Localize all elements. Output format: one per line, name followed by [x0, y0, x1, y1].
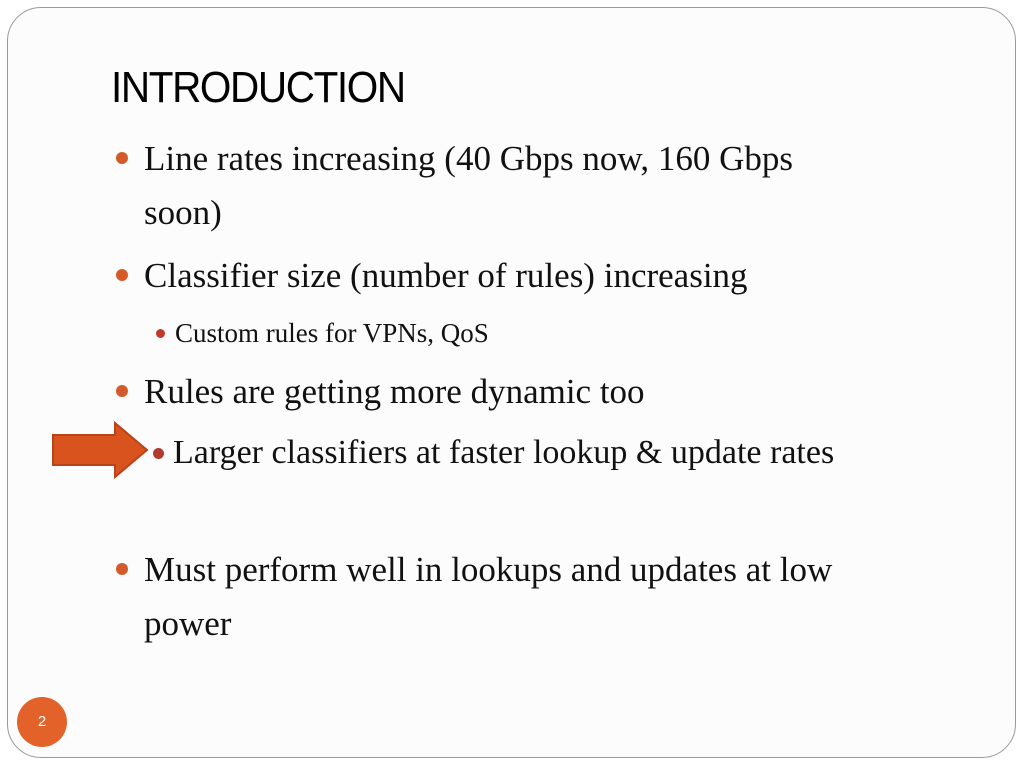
sub-bullet-text: Custom rules for VPNs, QoS [175, 318, 489, 348]
bullet-text-line: power [144, 604, 232, 643]
sub-bullet-item-larger-classifiers [173, 433, 834, 473]
bullet-item-classifier-size [144, 249, 748, 303]
bullet-dot-icon [116, 385, 128, 397]
slide-title: INTRODUCTION [111, 63, 405, 112]
bullet-text: Rules are getting more dynamic too [144, 372, 645, 411]
bullet-item-dynamic-rules [144, 365, 645, 419]
bullet-dot-icon [116, 269, 128, 281]
bullet-item-low-power [144, 543, 832, 651]
bullet-text-line: soon) [144, 193, 222, 232]
sub-bullet-text: Larger classifiers at faster lookup & update rates [173, 434, 835, 471]
bullet-dot-icon [116, 563, 128, 575]
bullet-dot-icon [116, 152, 128, 164]
page-number-badge: 2 [17, 697, 67, 747]
bullet-item-line-rates [144, 132, 793, 240]
bullet-text-line: Line rates increasing (40 Gbps now, 160 Gbps [144, 139, 793, 178]
right-arrow-icon [51, 421, 151, 479]
bullet-text-line: Must perform well in lookups and updates at low [144, 550, 833, 589]
sub-bullet-item-custom-rules [175, 316, 489, 350]
bullet-dot-icon [156, 329, 165, 338]
bullet-text: Classifier size (number of rules) increasing [144, 256, 748, 295]
bullet-dot-icon [153, 448, 164, 459]
